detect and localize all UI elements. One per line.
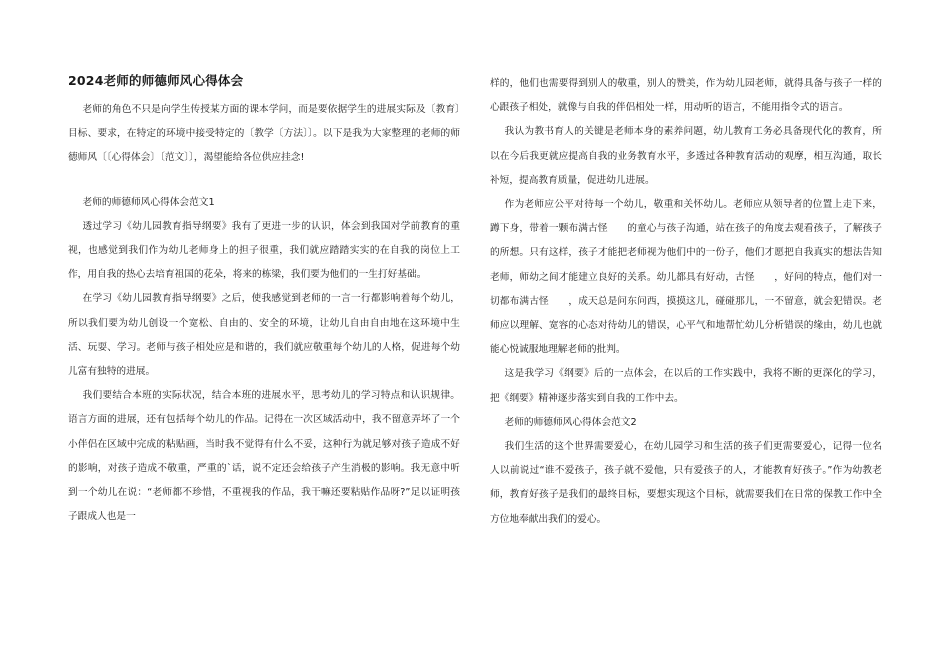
- body-paragraph: 在学习《幼儿园教育指导纲要》之后，使我感觉到老师的一言一行都影响着每个幼儿，所以我们要为幼儿创设一个宽松、自由的、安全的环境，让幼儿自由自由地在这环境中生活、玩耍、学习。老师与孩子相处应是和谐的，我们就应敬重每个幼儿的人格，促进每个幼儿富有独特的进展。: [68, 293, 460, 378]
- body-paragraph-continued: 样的，他们也需要得到别人的敬重，别人的赞美，作为幼儿园老师，就得具备与孩子一样的心跟孩子相处，就像与自我的伴侣相处一样，用动听的语言，不能用指令式的语言。: [490, 78, 882, 114]
- body-paragraph: 我们生活的这个世界需要爱心，在幼儿园学习和生活的孩子们更需要爱心，记得一位名人以前说过“谁不爱孩子，孩子就不爱他，只有爱孩子的人，才能教育好孩子。”作为幼教老师，教育好孩子是我们的最终目标，要想实现这个目标，就需要我们在日常的保教工作中全方位地奉献出我们的爱心。: [490, 441, 882, 525]
- document-title: 2024老师的师德师风心得体会: [68, 73, 244, 88]
- body-paragraph: 我们要结合本班的实际状况，结合本班的进展水平，思考幼儿的学习特点和认识规律。语言方面的进展，还有包括每个幼儿的作品。记得在一次区域活动中，我不留意弄坏了一个小伴侣在区域中完成的粘贴画，当时我不觉得有什么不妥，这种行为就足够对孩子造成不好的影响，对孩子造成不敬重，严重的`话，说不定还会给孩子产生消极的影响。我无意中听到一个幼儿在说：“老师都不珍惜，不重视我的作品，我干嘛还要粘贴作品呀?”足以证明孩子跟成人也是一: [68, 390, 460, 523]
- right-column: [490, 72, 882, 532]
- section-heading-1: 老师的师德师风心得体会范文1: [82, 196, 215, 208]
- left-column: [68, 72, 460, 529]
- body-paragraph: 这是我学习《纲要》后的一点体会，在以后的工作实践中，我将不断的更深化的学习，把《纲要》精神逐步落实到自我的工作中去。: [490, 368, 882, 404]
- intro-paragraph: 老师的角色不只是向学生传授某方面的课本学问，而是要依据学生的进展实际及〔教育〕目标、要求，在特定的环境中接受特定的〔教学〔方法〕〕。以下是我为大家整理的老师的师德师风〔〔心得体会〕〔范文〕〕，渴望能给各位供应挂念!: [68, 104, 460, 164]
- body-paragraph: 透过学习《幼儿园教育指导纲要》我有了更进一步的认识，体会到我国对学前教育的重视，也感觉到我们作为幼儿老师身上的担子很重，我们就应踏踏实实的在自我的岗位上工作，用自我的热心去培育祖国的花朵，将来的栋梁，我们要为他们的一生打好基础。: [68, 220, 460, 281]
- body-paragraph: 我认为教书育人的关键是老师本身的素养问题，幼儿教育工务必具备现代化的教育，所以在今后我更就应提高自我的业务教育水平，多透过各种教育活动的观摩，相互沟通，取长补短，提高教育质量，促进幼儿进展。: [490, 126, 882, 186]
- section-heading-2: 老师的师德师风心得体会范文2: [504, 416, 637, 428]
- body-paragraph: 作为老师应公平对待每一个幼儿，敬重和关怀幼儿。老师应从领导者的位置上走下来，蹲下身，带着一颗布满古怪 的童心与孩子沟通，站在孩子的角度去观看孩子，了解孩子的所想。只有这样，孩子才能把老师视为他们中的一份子，他们才愿把自我真实的想法告知老师，师幼之间才能建立良好的关系。幼儿都具有好动，古怪 ，好问的特点，他们对一切都布满古怪 ，成天总是问东问西，摸摸这儿，碰碰那儿，一不留意，就会犯错误。老师应以理解、宽容的心态对待幼儿的错误，心平气和地帮忙幼儿分析错误的缘由，幼儿也就能心悦诚服地理解老师的批判。: [490, 199, 882, 356]
